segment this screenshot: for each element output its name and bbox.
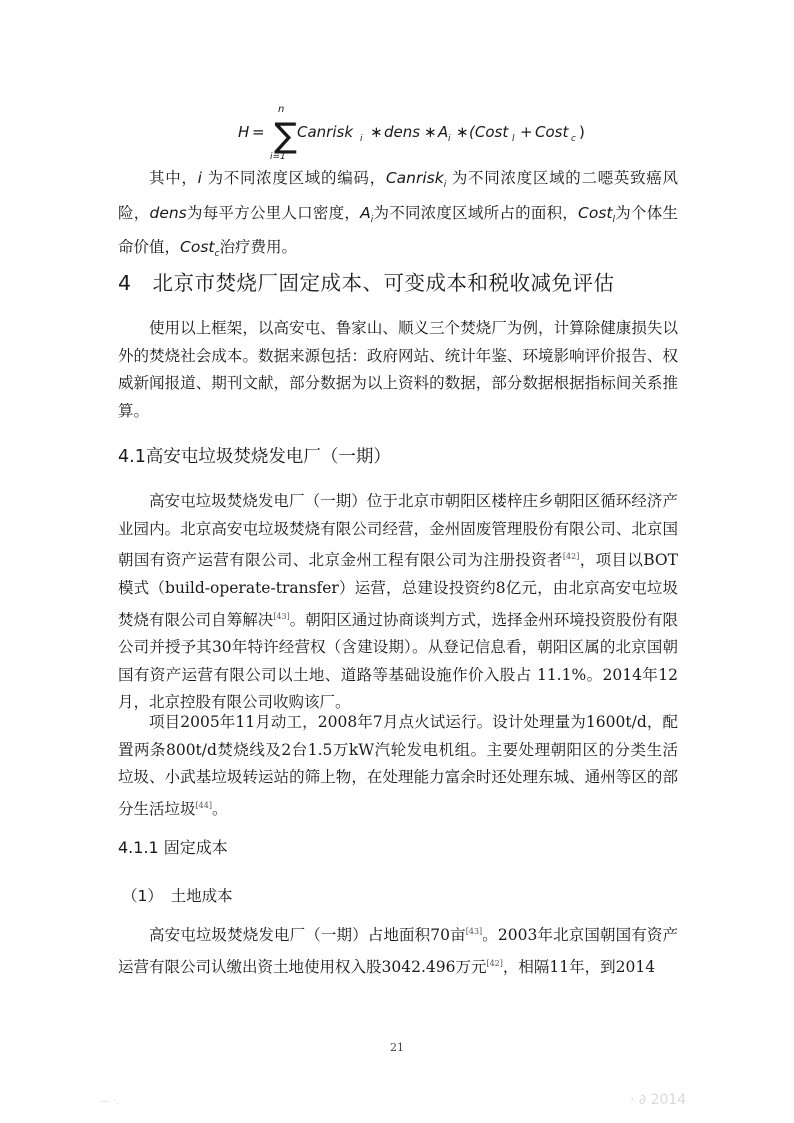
section-4-1-paragraph-1 — [118, 488, 678, 717]
explain-text: 为不同浓度区域所占的面积， — [373, 203, 579, 222]
formula-close: ) — [579, 123, 585, 141]
explain-text: 为不同浓度区域的二噁英致癌风险， — [118, 169, 678, 222]
var-canrisk-sub: i — [443, 180, 447, 191]
formula-plus: + — [520, 123, 533, 141]
formula-star-2: ∗ — [424, 123, 437, 141]
paragraph-text: ，相隔11年，到2014 — [502, 957, 656, 976]
var-cost-c: Cost — [180, 238, 215, 257]
section-4-1-1-heading: 4.1.1 固定成本 — [118, 838, 228, 857]
citation-44: [44] — [195, 800, 212, 810]
explain-text: 为不同浓度区域的编码， — [201, 169, 386, 187]
formula-cost-c-sub: c — [571, 134, 576, 144]
formula-h — [0, 100, 794, 164]
formula-svg — [0, 100, 794, 164]
formula-canrisk-sub: i — [360, 134, 363, 144]
formula-cost-c: Cost — [535, 123, 569, 141]
var-a: A — [360, 203, 371, 222]
scan-mark-left: — ·. — [100, 1096, 120, 1107]
paragraph-text: 高安屯垃圾焚烧发电厂（一期）位于北京市朝阳区楼梓庄乡朝阳区循环经济产业园内。北京高安屯垃圾焚烧有限公司经营，金州固废管理股份有限公司、北京国朝国有资产运营有限公司、北京金州工程有限公司为注册投资者 — [118, 492, 678, 570]
formula-star-3: ∗ — [456, 123, 469, 141]
scan-mark-right: · ∂ 2014 — [630, 1092, 687, 1108]
formula-sum-top: n — [278, 104, 285, 115]
citation-42: [42] — [562, 552, 580, 562]
formula-star-1: ∗ — [370, 123, 383, 141]
section-4-heading: 4 北京市焚烧厂固定成本、可变成本和税收减免评估 — [118, 271, 615, 295]
formula-a: A — [438, 123, 449, 141]
citation-42: [42] — [486, 958, 503, 968]
formula-cost-l-sub: l — [512, 134, 515, 144]
paragraph-text: 。 — [211, 799, 228, 818]
formula-sum-symbol: ∑ — [274, 116, 297, 156]
var-canrisk: Canrisk — [385, 169, 444, 187]
paragraph-text: ，项目以BOT模式（build-operate-transfer）运营，总建设投资约8亿元，由北京高安屯垃圾焚烧有限公司自筹解决 — [118, 551, 678, 629]
explain-text: 其中， — [149, 169, 198, 187]
citation-43: [43] — [273, 611, 290, 621]
paragraph-text: 高安屯垃圾焚烧发电厂（一期）占地面积70亩 — [149, 926, 466, 945]
formula-sum-bottom: i=1 — [270, 152, 286, 162]
citation-43: [43] — [465, 927, 483, 936]
formula-a-sub: i — [448, 134, 451, 144]
page-number: 21 — [390, 1041, 404, 1054]
formula-canrisk: Canrisk — [297, 123, 354, 141]
var-a-sub: i — [370, 214, 374, 225]
section-4-1-heading: 4.1高安屯垃圾焚烧发电厂（一期） — [118, 447, 391, 467]
section-4-1-paragraph-2 — [118, 709, 678, 824]
explain-text: 为每平方公里人口密度， — [186, 203, 361, 222]
formula-explanation — [118, 165, 678, 269]
explain-text: 为个体生命价值， — [118, 203, 678, 257]
formula-h-var: H — [238, 123, 250, 141]
var-cost-c-sub: c — [214, 249, 220, 260]
paragraph-text: 。朝阳区通过协商谈判方式，选择金州环境投资股份有限公司并授予其30年特许经营权（含建设期）。从登记信息看，朝阳区属的北京国朝国有资产运营有限公司以土地、道路等基础设施作价入股占 11.1%。2014年12月，北京控股有限公司收购该厂。 — [118, 610, 678, 712]
paragraph-text: 。2003年北京国朝国有资产运营有限公司认缴出资土地使用权入股3042.496万元 — [118, 926, 678, 976]
formula-eq: = — [252, 123, 265, 141]
var-cost-l: Cost — [578, 203, 613, 222]
var-cost-l-sub: l — [612, 214, 616, 225]
var-dens: dens — [149, 203, 187, 222]
land-cost-paragraph — [118, 918, 678, 982]
var-i: i — [197, 169, 202, 187]
paragraph-text: 项目2005年11月动工，2008年7月点火试运行。设计处理量为1600t/d，配置两条800t/d焚烧线及2台1.5万kW汽轮发电机组。主要处理朝阳区的分类生活垃圾、小武基垃圾转运站的筛上物，在处理能力富余时还处理东城、通州等区的部分生活垃圾 — [118, 713, 678, 818]
section-4-paragraph: 使用以上框架，以高安屯、鲁家山、顺义三个焚烧厂为例，计算除健康损失以外的焚烧社会成本。数据来源包括：政府网站、统计年鉴、环境影响评价报告、权威新闻报道、期刊文献，部分数据为以上资料的数据，部分数据根据指标间关系推算。 — [118, 319, 678, 420]
formula-cost-l: (Cost — [469, 123, 509, 141]
formula-dens: dens — [384, 123, 421, 141]
explain-text: 治疗费用。 — [219, 238, 297, 257]
subsection-land-cost-heading: （1） 土地成本 — [122, 887, 233, 905]
